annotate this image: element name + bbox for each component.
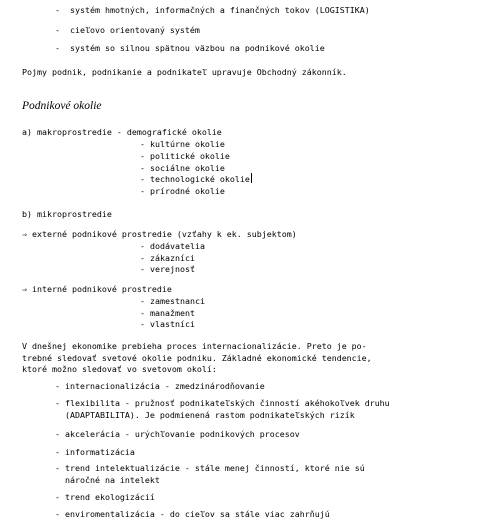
paragraph-line: trebné sledovať svetové okolie podniku. Základné ekonomické tendencie, xyxy=(22,353,372,363)
list-item: - systém hmotných, informačných a finančných tokov (LOGISTIKA) xyxy=(55,5,370,15)
paragraph-line: ktoré možno sledovať vo svetovom okolí: xyxy=(22,364,217,374)
list-item xyxy=(140,173,252,185)
list-item: - kultúrne okolie xyxy=(140,139,225,149)
list-item-continuation: (ADAPTABILITA). Je podmienená rastom podnikateľských rizík xyxy=(55,410,355,420)
list-item-text: - technologické okolie xyxy=(140,174,250,184)
section-title: Podnikové okolie xyxy=(22,100,102,112)
list-item: - manažment xyxy=(140,308,195,318)
list-item: - akcelerácia - urýchľovanie podnikových procesov xyxy=(55,429,300,439)
list-item: - informatizácia xyxy=(55,447,135,457)
list-item: - cieľovo orientovaný systém xyxy=(55,25,200,35)
paragraph-line: V dnešnej ekonomike prebieha proces internacionalizácie. Preto je po- xyxy=(22,341,367,351)
list-item: - sociálne okolie xyxy=(140,163,225,173)
external-lead: ⇒ externé podnikové prostredie (vzťahy k ek. subjektom) xyxy=(22,229,297,239)
list-item: - prírodné okolie xyxy=(140,186,225,196)
list-item: - trend intelektualizácie - stále menej činností, ktoré nie sú xyxy=(55,463,365,473)
micro-label: b) mikroprostredie xyxy=(22,209,112,219)
list-item: - trend ekologizácií xyxy=(55,492,155,502)
list-item: - flexibilita - pružnosť podnikateľských činností akéhokoľvek druhu xyxy=(55,398,390,408)
list-item: - zamestnanci xyxy=(140,296,205,306)
list-item: - vlastníci xyxy=(140,319,195,329)
list-item: - internacionalizácia - zmedzinárodňovanie xyxy=(55,381,265,391)
list-item-continuation: náročné na intelekt xyxy=(55,475,160,485)
list-item: - verejnosť xyxy=(140,264,195,274)
list-item: - systém so silnou spätnou väzbou na podnikové okolie xyxy=(55,43,325,53)
list-item: - enviromentalizácia - do cieľov sa stále viac zahrňujú xyxy=(55,509,330,519)
internal-lead: ⇒ interné podnikové prostredie xyxy=(22,284,172,294)
text-cursor xyxy=(251,173,252,183)
list-item: - zákazníci xyxy=(140,253,195,263)
macro-lead: a) makroprostredie - demografické okolie xyxy=(22,127,222,137)
list-item: - politické okolie xyxy=(140,151,230,161)
intro-sentence: Pojmy podnik, podnikanie a podnikateľ upravuje Obchodný zákonník. xyxy=(22,67,347,77)
list-item: - dodávatelia xyxy=(140,241,205,251)
